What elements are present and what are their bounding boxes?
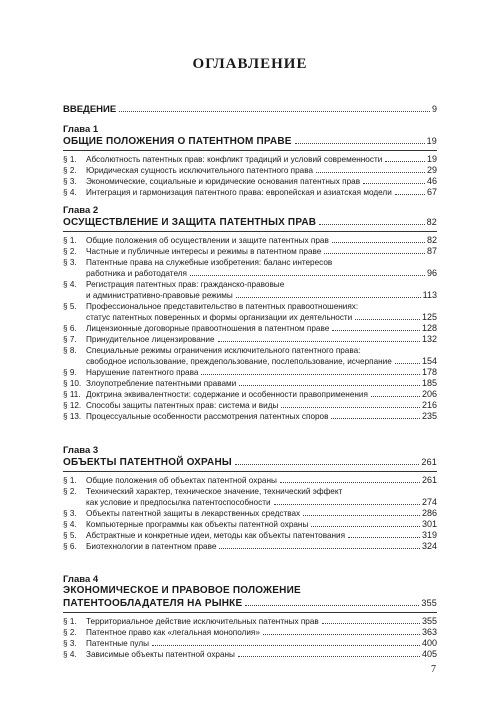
toc-entry[interactable] <box>63 541 437 552</box>
entry-page: 355 <box>421 616 437 626</box>
chapter-page: 82 <box>426 217 437 227</box>
chapter-label: Глава 1 <box>63 124 99 135</box>
entry-last-line <box>86 475 437 486</box>
entry-text-line: Злоупотребление патентными правами <box>86 379 237 388</box>
chapter-4 <box>63 574 437 660</box>
dot-leader <box>274 504 420 505</box>
entry-page: 274 <box>421 497 437 507</box>
entry-text-line: Профессиональное представительство в патентных правоотношениях: <box>86 302 359 311</box>
dot-leader <box>355 319 420 320</box>
entry-last-line <box>86 616 437 627</box>
toc-entry[interactable] <box>63 235 437 246</box>
section-number: § 5. <box>63 302 77 311</box>
chapter-title[interactable] <box>63 597 437 610</box>
dot-leader <box>239 385 420 386</box>
entry-text-line: Принудительное лицензирование <box>86 335 215 344</box>
chapter-divider <box>63 471 437 472</box>
dot-leader <box>281 407 420 408</box>
dot-leader <box>235 464 420 465</box>
dot-leader <box>218 341 420 342</box>
toc-entry[interactable] <box>63 616 437 627</box>
entry-last-line <box>86 649 437 660</box>
entry-text-line: работника и работодателя <box>86 269 187 278</box>
entry-last-line <box>86 541 437 552</box>
entry-body <box>86 475 437 486</box>
chapter-1 <box>63 124 437 198</box>
entry-page: 128 <box>421 323 437 333</box>
section-number: § 6. <box>63 542 77 551</box>
entry-last-line <box>86 508 437 519</box>
section-number: § 2. <box>63 166 77 175</box>
dot-leader <box>316 172 425 173</box>
entry-text-line: Доктрина эквивалентности: содержание и особенности правоприменения <box>86 390 368 399</box>
page-title: ОГЛАВЛЕНИЕ <box>192 56 308 72</box>
toc-entry[interactable] <box>63 301 437 323</box>
entry-text-line: Зависимые объекты патентной охраны <box>86 650 235 659</box>
toc-entry[interactable] <box>63 638 437 649</box>
entry-page: 113 <box>422 290 437 300</box>
entry-body <box>86 378 437 389</box>
entry-body <box>86 638 437 649</box>
entry-last-line <box>86 312 437 323</box>
entry-last-line <box>86 411 437 422</box>
entry-body <box>86 279 437 301</box>
chapter-label: Глава 2 <box>63 205 99 216</box>
entry-page: 46 <box>426 176 437 186</box>
dot-leader <box>363 183 425 184</box>
dot-leader <box>311 526 420 527</box>
entry-body <box>86 187 437 198</box>
toc-entry[interactable] <box>63 345 437 367</box>
chapter-label: Глава 4 <box>63 574 99 585</box>
toc-entry[interactable] <box>63 323 437 334</box>
section-number: § 3. <box>63 639 77 648</box>
dot-leader <box>332 330 420 331</box>
toc-entry[interactable] <box>63 246 437 257</box>
entry-body <box>86 367 437 378</box>
entry-page: 301 <box>421 519 437 529</box>
toc-entry[interactable] <box>63 400 437 411</box>
section-number: § 2. <box>63 247 77 256</box>
chapter-divider <box>63 150 437 151</box>
dot-leader <box>152 645 420 646</box>
entry-last-line <box>86 187 437 198</box>
chapter-title-text: ОСУЩЕСТВЛЕНИЕ И ЗАЩИТА ПАТЕНТНЫХ ПРАВ <box>63 217 317 228</box>
toc-entry[interactable] <box>63 187 437 198</box>
entry-page: 67 <box>426 187 437 197</box>
entry-text-line: Специальные режимы ограничения исключительного патентного права: <box>86 346 361 355</box>
chapter-title-line: ЭКОНОМИЧЕСКОЕ И ПРАВОВОЕ ПОЛОЖЕНИЕ <box>63 585 301 596</box>
section-number: § 12. <box>63 401 82 410</box>
chapter-page: 19 <box>426 136 437 146</box>
entry-body <box>86 627 437 638</box>
entry-page: 405 <box>421 649 437 659</box>
entry-body <box>86 334 437 345</box>
entry-page: 261 <box>421 475 437 485</box>
entry-text-line: свободное использование, преждепользование, послепользование, исчерпание <box>86 357 392 366</box>
chapter-title[interactable] <box>63 456 437 469</box>
entry-text-line: Процессуальные особенности рассмотрения патентных споров <box>86 412 329 421</box>
chapter-title-text: ОБЪЕКТЫ ПАТЕНТНОЙ ОХРАНЫ <box>63 457 232 468</box>
toc-entry[interactable] <box>63 176 437 187</box>
toc-entry[interactable] <box>63 411 437 422</box>
entry-last-line <box>86 367 437 378</box>
entry-last-line <box>86 165 437 176</box>
chapter-page: 261 <box>421 457 437 467</box>
entry-last-line <box>86 400 437 411</box>
entry-page: 206 <box>421 389 437 399</box>
entry-text-line: Лицензионные договорные правоотношения в патентном праве <box>86 324 330 333</box>
entry-page: 324 <box>421 541 437 551</box>
chapter-label: Глава 3 <box>63 445 99 456</box>
entry-text-line: Общие положения об объектах патентной охраны <box>86 476 277 485</box>
entry-last-line <box>86 154 437 165</box>
section-number: § 2. <box>63 628 77 637</box>
toc-entry[interactable] <box>63 334 437 345</box>
entry-text-line: Общие положения об осуществлении и защите патентных прав <box>86 236 329 245</box>
section-number: § 3. <box>63 509 77 518</box>
section-number: § 1. <box>63 236 77 245</box>
entry-page: 286 <box>421 508 437 518</box>
toc-entry[interactable] <box>63 475 437 486</box>
toc-entry[interactable] <box>63 154 437 165</box>
entry-last-line <box>86 497 437 508</box>
entry-body <box>86 541 437 552</box>
entry-body <box>86 649 437 660</box>
entry-text-line: Патентные права на служебные изобретения: баланс интересов <box>86 258 333 267</box>
toc-intro[interactable] <box>63 104 437 115</box>
entry-last-line <box>86 530 437 541</box>
entry-last-line <box>86 290 437 301</box>
entry-page: 400 <box>421 638 437 648</box>
entry-text-line: Нарушение патентного права <box>86 368 199 377</box>
entry-text-line: Технический характер, техническое значение, технический эффект <box>86 487 343 496</box>
toc-entry[interactable] <box>63 649 437 660</box>
dot-leader <box>263 634 420 635</box>
entry-body <box>86 486 437 508</box>
toc-entry[interactable] <box>63 486 437 508</box>
toc-entry[interactable] <box>63 519 437 530</box>
entry-body <box>86 235 437 246</box>
entry-text-line: Способы защиты патентных прав: система и виды <box>86 401 279 410</box>
chapter-3 <box>63 445 437 552</box>
entry-page: 96 <box>426 268 437 278</box>
entry-last-line <box>86 334 437 345</box>
toc-entry[interactable] <box>63 627 437 638</box>
section-number: § 7. <box>63 335 77 344</box>
entry-page: 132 <box>421 334 437 344</box>
entry-page: 319 <box>421 530 437 540</box>
entry-last-line <box>86 519 437 530</box>
toc-entry[interactable] <box>63 508 437 519</box>
dot-leader <box>319 224 424 225</box>
toc-entry[interactable] <box>63 378 437 389</box>
section-number: § 6. <box>63 324 77 333</box>
entry-body <box>86 411 437 422</box>
entry-last-line <box>86 638 437 649</box>
chapter-page: 355 <box>421 598 437 608</box>
entry-body <box>86 246 437 257</box>
entry-last-line <box>86 176 437 187</box>
entry-body <box>86 257 437 279</box>
toc-entry[interactable] <box>63 367 437 378</box>
section-number: § 1. <box>63 617 77 626</box>
entry-body <box>86 389 437 400</box>
entry-last-line <box>86 389 437 400</box>
dot-leader <box>324 253 425 254</box>
dot-leader <box>238 656 420 657</box>
chapter-title[interactable] <box>63 216 437 229</box>
entry-text-line: Регистрация патентных прав: гражданско-правовые <box>86 280 285 289</box>
toc-entry[interactable] <box>63 530 437 541</box>
entry-last-line <box>86 235 437 246</box>
section-number: § 9. <box>63 368 77 377</box>
intro-page: 9 <box>431 104 437 114</box>
entry-text-line: Экономические, социальные и юридические основания патентных прав <box>86 177 361 186</box>
toc-entry[interactable] <box>63 279 437 301</box>
entry-page: 363 <box>421 627 437 637</box>
entry-text-line: статус патентных поверенных и формы организации их деятельности <box>86 313 353 322</box>
dot-leader <box>371 396 420 397</box>
section-number: § 8. <box>63 346 77 355</box>
section-number: § 3. <box>63 258 77 267</box>
section-number: § 11. <box>63 390 81 399</box>
entry-text-line: Патентные пулы <box>86 639 149 648</box>
entry-body <box>86 519 437 530</box>
entry-text-line: Абстрактные и конкретные идеи, методы как объекты патентования <box>86 531 346 540</box>
section-number: § 10. <box>63 379 82 388</box>
entry-body <box>86 508 437 519</box>
entry-page: 125 <box>421 312 437 322</box>
chapter-divider <box>63 231 437 232</box>
section-number: § 4. <box>63 650 77 659</box>
entry-body <box>86 301 437 323</box>
toc-entry[interactable] <box>63 165 437 176</box>
section-number: § 3. <box>63 177 77 186</box>
entry-text-line: Территориальное действие исключительных патентных прав <box>86 617 319 626</box>
entry-text-line: Частные и публичные интересы и режимы в патентном праве <box>86 247 322 256</box>
chapter-divider <box>63 612 437 613</box>
dot-leader <box>385 161 425 162</box>
entry-body <box>86 323 437 334</box>
entry-text-line: Компьютерные программы как объекты патентной охраны <box>86 520 309 529</box>
entry-page: 87 <box>426 246 437 256</box>
entry-text-line: Юридическая сущность исключительного патентного права <box>86 166 314 175</box>
entry-text-line: Патентное право как «легальная монополия» <box>86 628 260 637</box>
toc-entry[interactable] <box>63 389 437 400</box>
dot-leader <box>219 548 420 549</box>
dot-leader <box>295 143 425 144</box>
toc-entry[interactable] <box>63 257 437 279</box>
entry-last-line <box>86 246 437 257</box>
entry-page: 29 <box>426 165 437 175</box>
dot-leader <box>236 297 421 298</box>
entry-page: 154 <box>421 356 437 366</box>
dot-leader <box>201 374 420 375</box>
chapter-title-text: ПАТЕНТООБЛАДАТЕЛЯ НА РЫНКЕ <box>63 598 243 609</box>
section-number: § 5. <box>63 531 77 540</box>
dot-leader <box>348 537 420 538</box>
entry-body <box>86 400 437 411</box>
dot-leader <box>331 418 420 419</box>
dot-leader <box>303 515 420 516</box>
section-number: § 4. <box>63 280 77 289</box>
dot-leader <box>395 363 420 364</box>
page-number: 7 <box>431 664 436 675</box>
dot-leader <box>280 482 420 483</box>
section-number: § 13. <box>63 412 82 421</box>
entry-body <box>86 154 437 165</box>
entry-text-line: Интеграция и гармонизация патентного права: европейская и азиатская модели <box>86 188 392 197</box>
chapter-title[interactable] <box>63 135 437 148</box>
entry-text-line: Объекты патентной защиты в лекарственных средствах <box>86 509 301 518</box>
dot-leader <box>119 111 430 112</box>
entry-last-line <box>86 323 437 334</box>
section-number: § 1. <box>63 476 77 485</box>
section-number: § 1. <box>63 155 77 164</box>
entry-text-line: как условие и предпосылка патентоспособности <box>86 498 271 507</box>
entry-body <box>86 616 437 627</box>
section-number: § 4. <box>63 520 77 529</box>
entry-last-line <box>86 356 437 367</box>
chapter-2 <box>63 205 437 422</box>
entry-body <box>86 165 437 176</box>
entry-page: 82 <box>426 235 437 245</box>
dot-leader <box>332 242 425 243</box>
section-number: § 2. <box>63 487 77 496</box>
section-number: § 4. <box>63 188 77 197</box>
intro-label: ВВЕДЕНИЕ <box>63 104 117 115</box>
entry-last-line <box>86 378 437 389</box>
entry-last-line <box>86 627 437 638</box>
entry-body <box>86 176 437 187</box>
entry-text-line: и административно-правовые режимы <box>86 291 233 300</box>
entry-page: 235 <box>421 411 437 421</box>
entry-page: 19 <box>426 154 437 164</box>
entry-last-line <box>86 268 437 279</box>
dot-leader <box>322 623 420 624</box>
dot-leader <box>395 194 425 195</box>
entry-text-line: Биотехнологии в патентном праве <box>86 542 217 551</box>
entry-text-line: Абсолютность патентных прав: конфликт традиций и условий современности <box>86 155 383 164</box>
dot-leader <box>245 605 419 606</box>
dot-leader <box>190 275 425 276</box>
chapter-title-text: ОБЩИЕ ПОЛОЖЕНИЯ О ПАТЕНТНОМ ПРАВЕ <box>63 136 292 147</box>
entry-page: 185 <box>421 378 437 388</box>
entry-body <box>86 345 437 367</box>
entry-page: 178 <box>421 367 437 377</box>
entry-body <box>86 530 437 541</box>
entry-page: 216 <box>421 400 437 410</box>
